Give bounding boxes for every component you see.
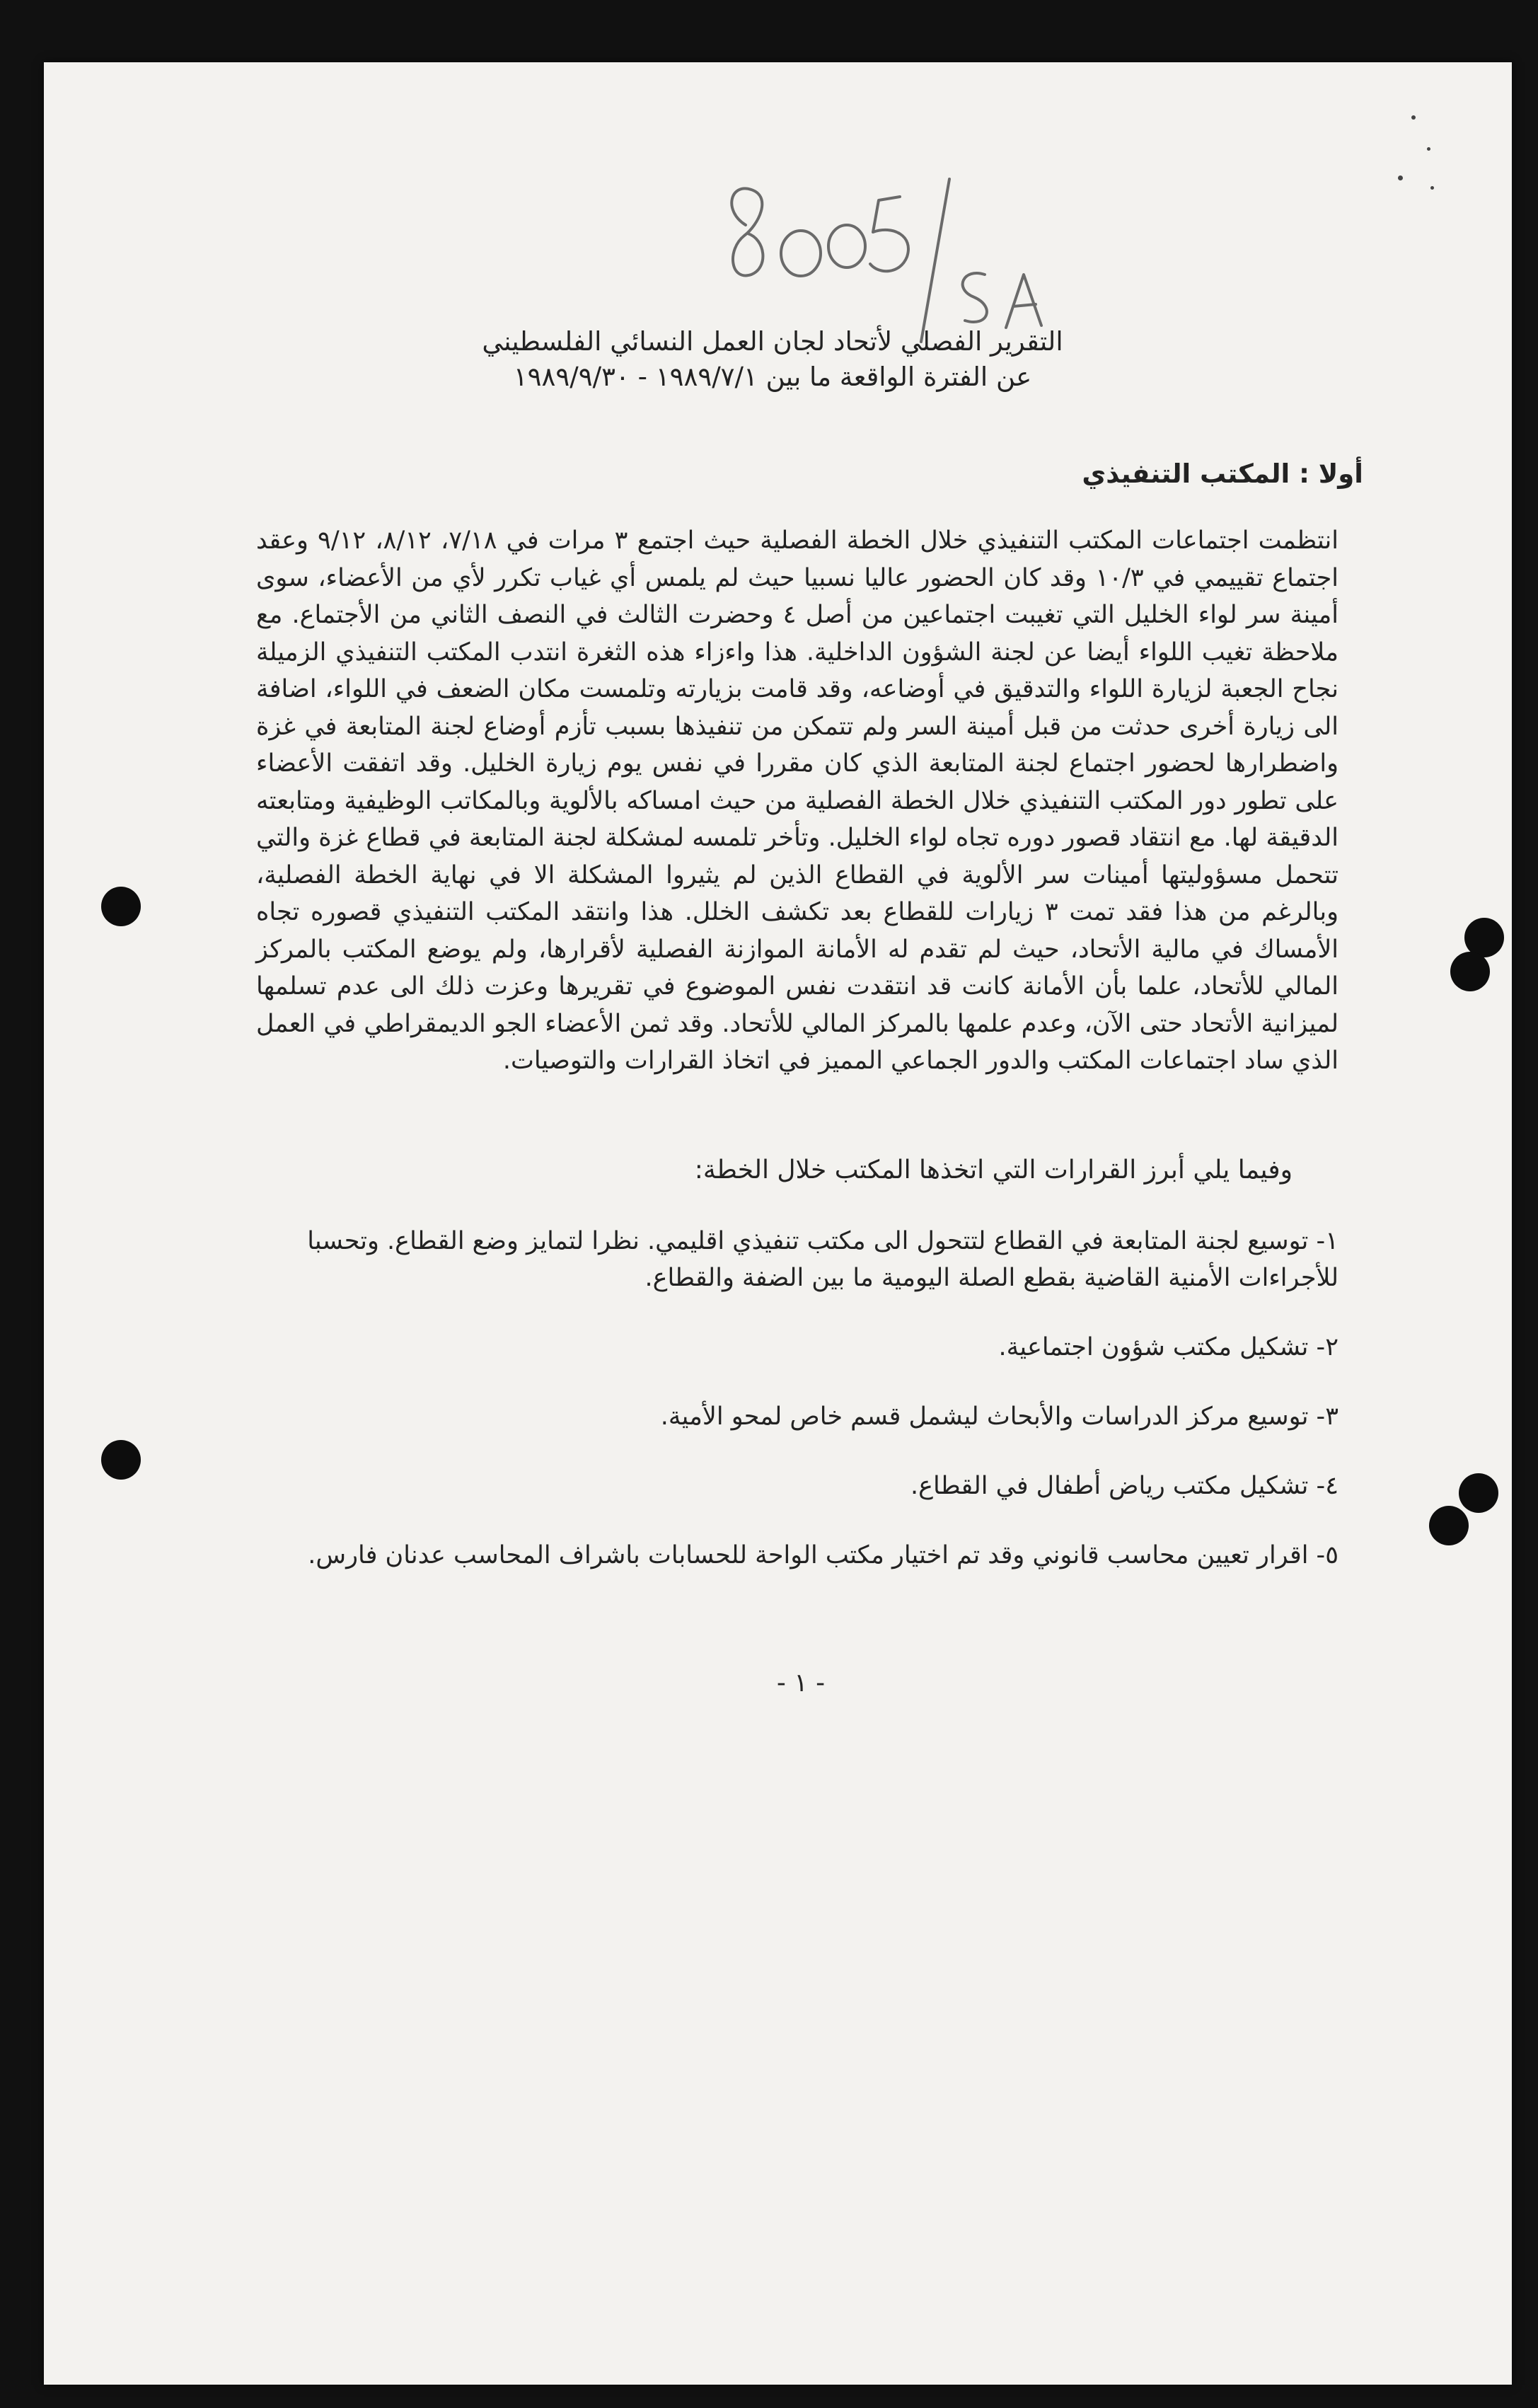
paper-speck	[1430, 186, 1434, 190]
document-page	[44, 62, 1512, 2385]
decisions-intro: وفيما يلي أبرز القرارات التي اتخذها المكتب خلال الخطة:	[694, 1156, 1293, 1185]
decision-item: ٣- توسيع مركز الدراسات والأبحاث ليشمل قسم خاص لمحو الأمية.	[660, 1402, 1338, 1431]
title-line-2: عن الفترة الواقعة ما بين ١٩٨٩/٧/١ - ١٩٨٩/٩/٣٠	[513, 362, 1032, 392]
paper-speck	[1411, 115, 1416, 120]
decision-item: ٥- اقرار تعيين محاسب قانوني وقد تم اختيار مكتب الواحة للحسابات باشراف المحاسب عدنان فارس.	[308, 1541, 1338, 1569]
paper-speck	[1398, 175, 1403, 180]
punch-hole	[1450, 952, 1490, 991]
punch-hole	[1429, 1506, 1469, 1545]
decisions-list	[256, 1223, 1338, 1606]
punch-hole	[1459, 1473, 1498, 1513]
punch-hole	[101, 887, 141, 926]
decision-item: ١- توسيع لجنة المتابعة في القطاع لتتحول الى مكتب تنفيذي اقليمي. نظرا لتمايز وضع القطاع. وتحسبا للأجراءات الأمنية القاضية بقطع الصلة اليومية ما بين الضفة والقطاع.	[307, 1227, 1338, 1292]
punch-hole	[101, 1440, 141, 1480]
executive-office-paragraph: انتظمت اجتماعات المكتب التنفيذي خلال الخطة الفصلية حيث اجتمع ٣ مرات في ٧/١٨، ٨/١٢، ٩/١٢ وعقد اجتماع تقييمي في ١٠/٣ وقد كان الحضور عاليا نسبيا حيث لم يلمس أي غياب تكرر لأي من الأعضاء، سوى أمينة سر لواء الخليل التي تغيبت اجتماعين من أصل ٤ وحضرت الثالث في النصف الثاني من الأجتماع. مع ملاحظة تغيب اللواء أيضا عن لجنة الشؤون الداخلية. هذا واءزاء هذه الثغرة انتدب المكتب التنفيذي الزميلة نجاح الجعبة لزيارة اللواء والتدقيق في أوضاعه، وقد قامت بزيارته وتلمست مكان الضعف في اللواء، اضافة الى زيارة أخرى حدثت من قبل أمينة السر ولم تتمكن من تنفيذها بسبب تأزم أوضاع لجنة المتابعة في غزة واضطرارها لحضور اجتماع لجنة المتابعة الذي كان مقررا في نفس يوم زيارة الخليل. وقد اتفقت الأعضاء على تطور دور المكتب التنفيذي خلال الخطة الفصلية من حيث امساكه بالألوية وبالمكاتب الوظيفية ومتابعته الدقيقة لها. مع انتقاد قصور دوره تجاه لواء الخليل. وتأخر تلمسه لمشكلة لجنة المتابعة في قطاع غزة والتي تتحمل مسؤوليتها أمينات سر الألوية في القطاع الذين لم يثيروا المشكلة الا في نهاية الخطة الفصلية، وبالرغم من هذا فقد تمت ٣ زيارات للقطاع بعد تكشف الخلل. هذا وانتقد المكتب التنفيذي قصوره تجاه الأمساك في مالية الأتحاد، حيث لم تقدم له الأمانة الموازنة الفصلية لأقرارها، ولم يوضع المكتب بالمركز المالي للأتحاد، علما بأن الأمانة كانت قد انتقدت نفس الموضوع في تقريرها وعزت ذلك الى عدم تسلمها لميزانية الأتحاد حتى الآن، وعدم علمها بالمركز المالي للأتحاد. وقد ثمن الأعضاء الجو الديمقراطي في العمل الذي ساد اجتماعات المكتب والدور الجماعي المميز في اتخاذ القرارات والتوصيات.	[256, 526, 1338, 1075]
page-number: - ١ -	[776, 1669, 826, 1698]
report-title	[383, 324, 1162, 395]
decision-item: ٤- تشكيل مكتب رياض أطفال في القطاع.	[910, 1472, 1338, 1500]
title-line-1: التقرير الفصلي لأتحاد لجان العمل النسائي الفلسطيني	[482, 326, 1063, 357]
paper-speck	[1427, 147, 1430, 151]
section-heading: أولا : المكتب التنفيذي	[1082, 459, 1363, 489]
decision-item: ٢- تشكيل مكتب شؤون اجتماعية.	[998, 1333, 1338, 1361]
